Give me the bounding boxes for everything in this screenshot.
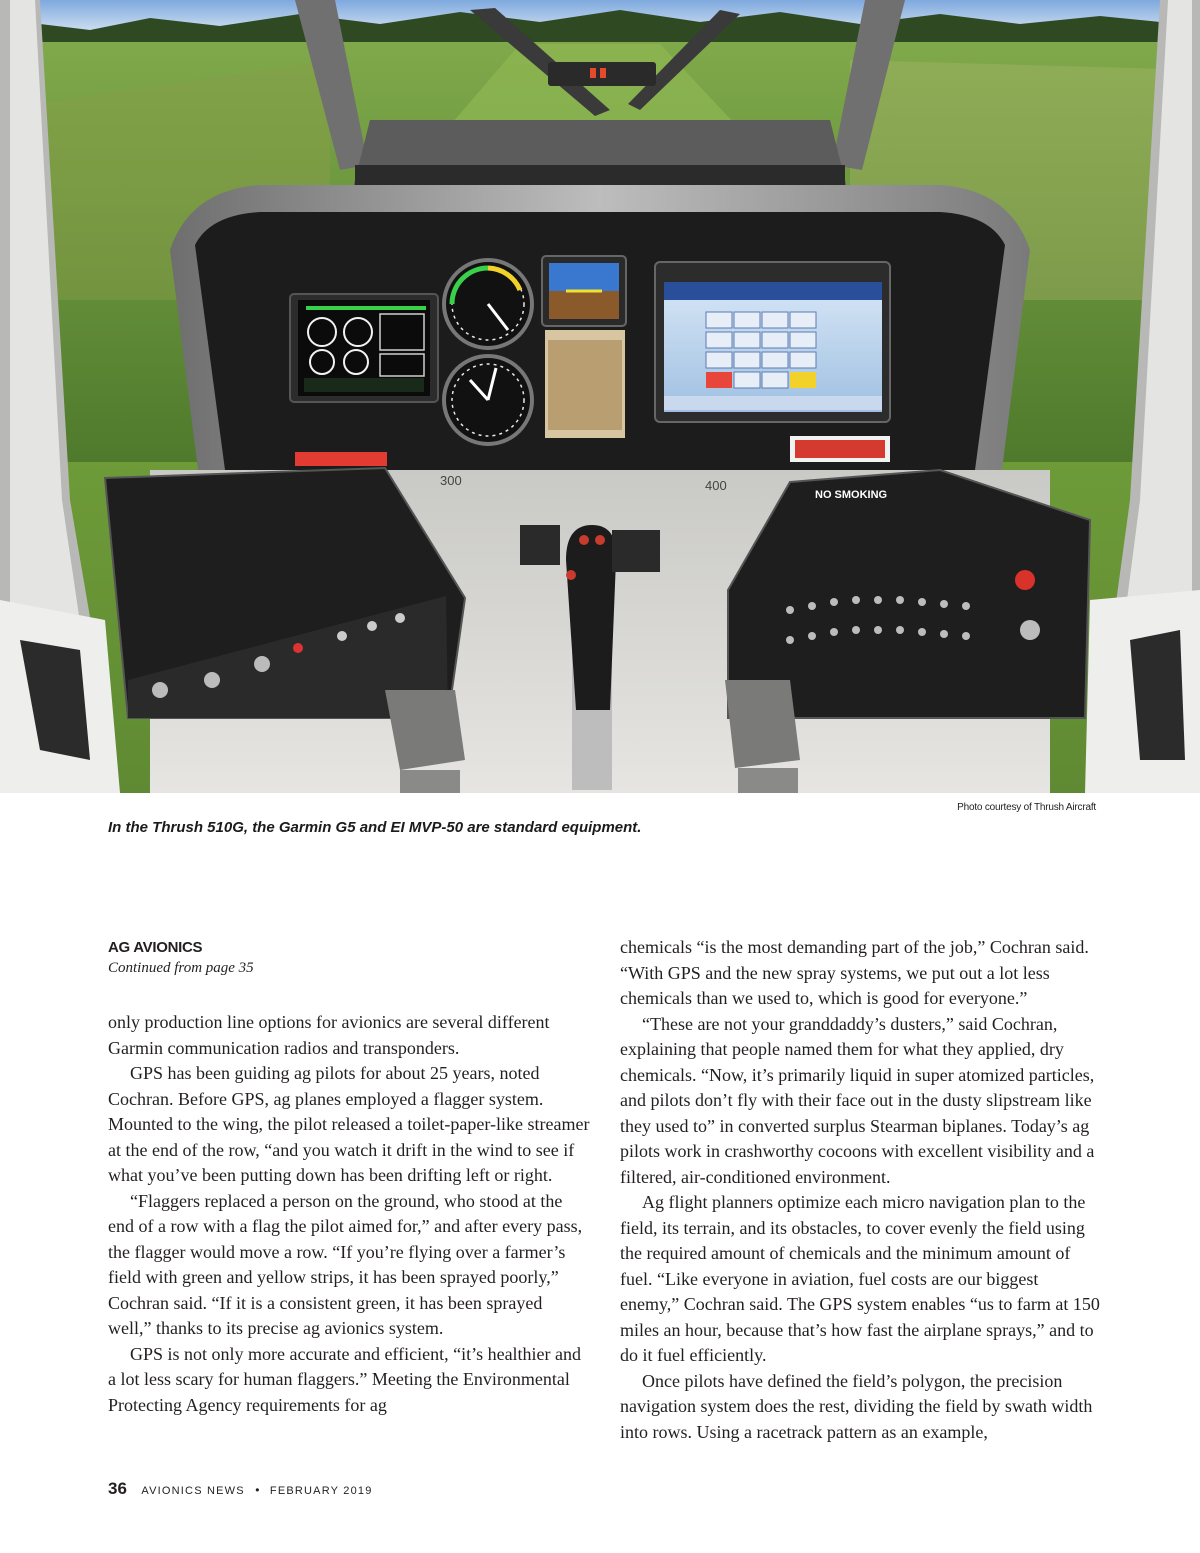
paragraph: Once pilots have defined the field’s polygon, the precision navigation system does the rest, dividing the field by swath width into rows. Using a racetrack pattern as an example, xyxy=(620,1370,1093,1442)
airspeed-marking-300: 300 xyxy=(440,473,462,488)
photo-credit: Photo courtesy of Thrush Aircraft xyxy=(957,802,1096,813)
airspeed-marking-400: 400 xyxy=(705,478,727,493)
page-footer xyxy=(108,1479,373,1499)
article-column-right xyxy=(620,935,1100,1445)
paragraph: “Flaggers replaced a person on the ground, who stood at the end of a row with a flag the pilot aimed for,” and after every pass, the flagger would move a row. “If you’re flying over a farmer’s field with green and yellow strips, it has been sprayed poorly,” Cochran said. “If it is a consistent green, it has been sprayed well,” thanks to its precise ag avionics system. xyxy=(108,1190,583,1338)
paragraph: “These are not your granddaddy’s dusters,” said Cochran, explaining that people named them for what they applied, dry chemicals. “Now, it’s primarily liquid in super atomized particles, and pilots don’t fly with their face out in the dusty slipstream like they used to” in converted surplus Stearman biplanes. Today’s ag pilots work in crashworthy cocoons with excellent visibility and a filtered, air-conditioned environment. xyxy=(620,1013,1095,1187)
paragraph: GPS is not only more accurate and efficient, “it’s healthier and a lot less scary for human flaggers.” Meeting the Environmental Protecting Agency requirements for ag xyxy=(108,1343,582,1415)
paragraph: GPS has been guiding ag pilots for about 25 years, noted Cochran. Before GPS, ag planes employed a flagger system. Mounted to the wing, the pilot released a toilet-paper-like streamer at the end of the row, “and you watch it drift in the wind to see if what you’ve been putting down has been drifting left or right. xyxy=(108,1063,590,1185)
rudder-pedal-right xyxy=(725,680,800,768)
article-column-left xyxy=(108,1010,590,1418)
continued-note: Continued from page 35 xyxy=(108,960,254,976)
section-kicker: AG AVIONICS xyxy=(108,939,203,956)
paragraph: only production line options for avionics are several different Garmin communication radios and transponders. xyxy=(108,1012,550,1058)
footer-separator: • xyxy=(255,1483,260,1497)
issue-date: FEBRUARY 2019 xyxy=(269,1485,373,1497)
page-number: 36 xyxy=(108,1479,127,1498)
paragraph: chemicals “is the most demanding part of the job,” Cochran said. “With GPS and the new spray systems, we put out a lot less chemicals than we used to, which is good for everyone.” xyxy=(620,937,1089,1008)
magazine-name: AVIONICS NEWS xyxy=(141,1485,245,1497)
no-smoking-placard: NO SMOKING xyxy=(815,489,888,501)
paragraph: Ag flight planners optimize each micro navigation plan to the field, its terrain, and its obstacles, to cover evenly the field using the required amount of chemicals and the minimum amount of fuel. “Like everyone in aviation, fuel costs are our biggest enemy,” Cochran said. The GPS system enables “us to farm at 150 miles an hour, because that’s how fast the airplane sprays,” and to do it fuel efficiently. xyxy=(620,1192,1100,1365)
photo-caption: In the Thrush 510G, the Garmin G5 and EI MVP-50 are standard equipment. xyxy=(108,819,642,836)
